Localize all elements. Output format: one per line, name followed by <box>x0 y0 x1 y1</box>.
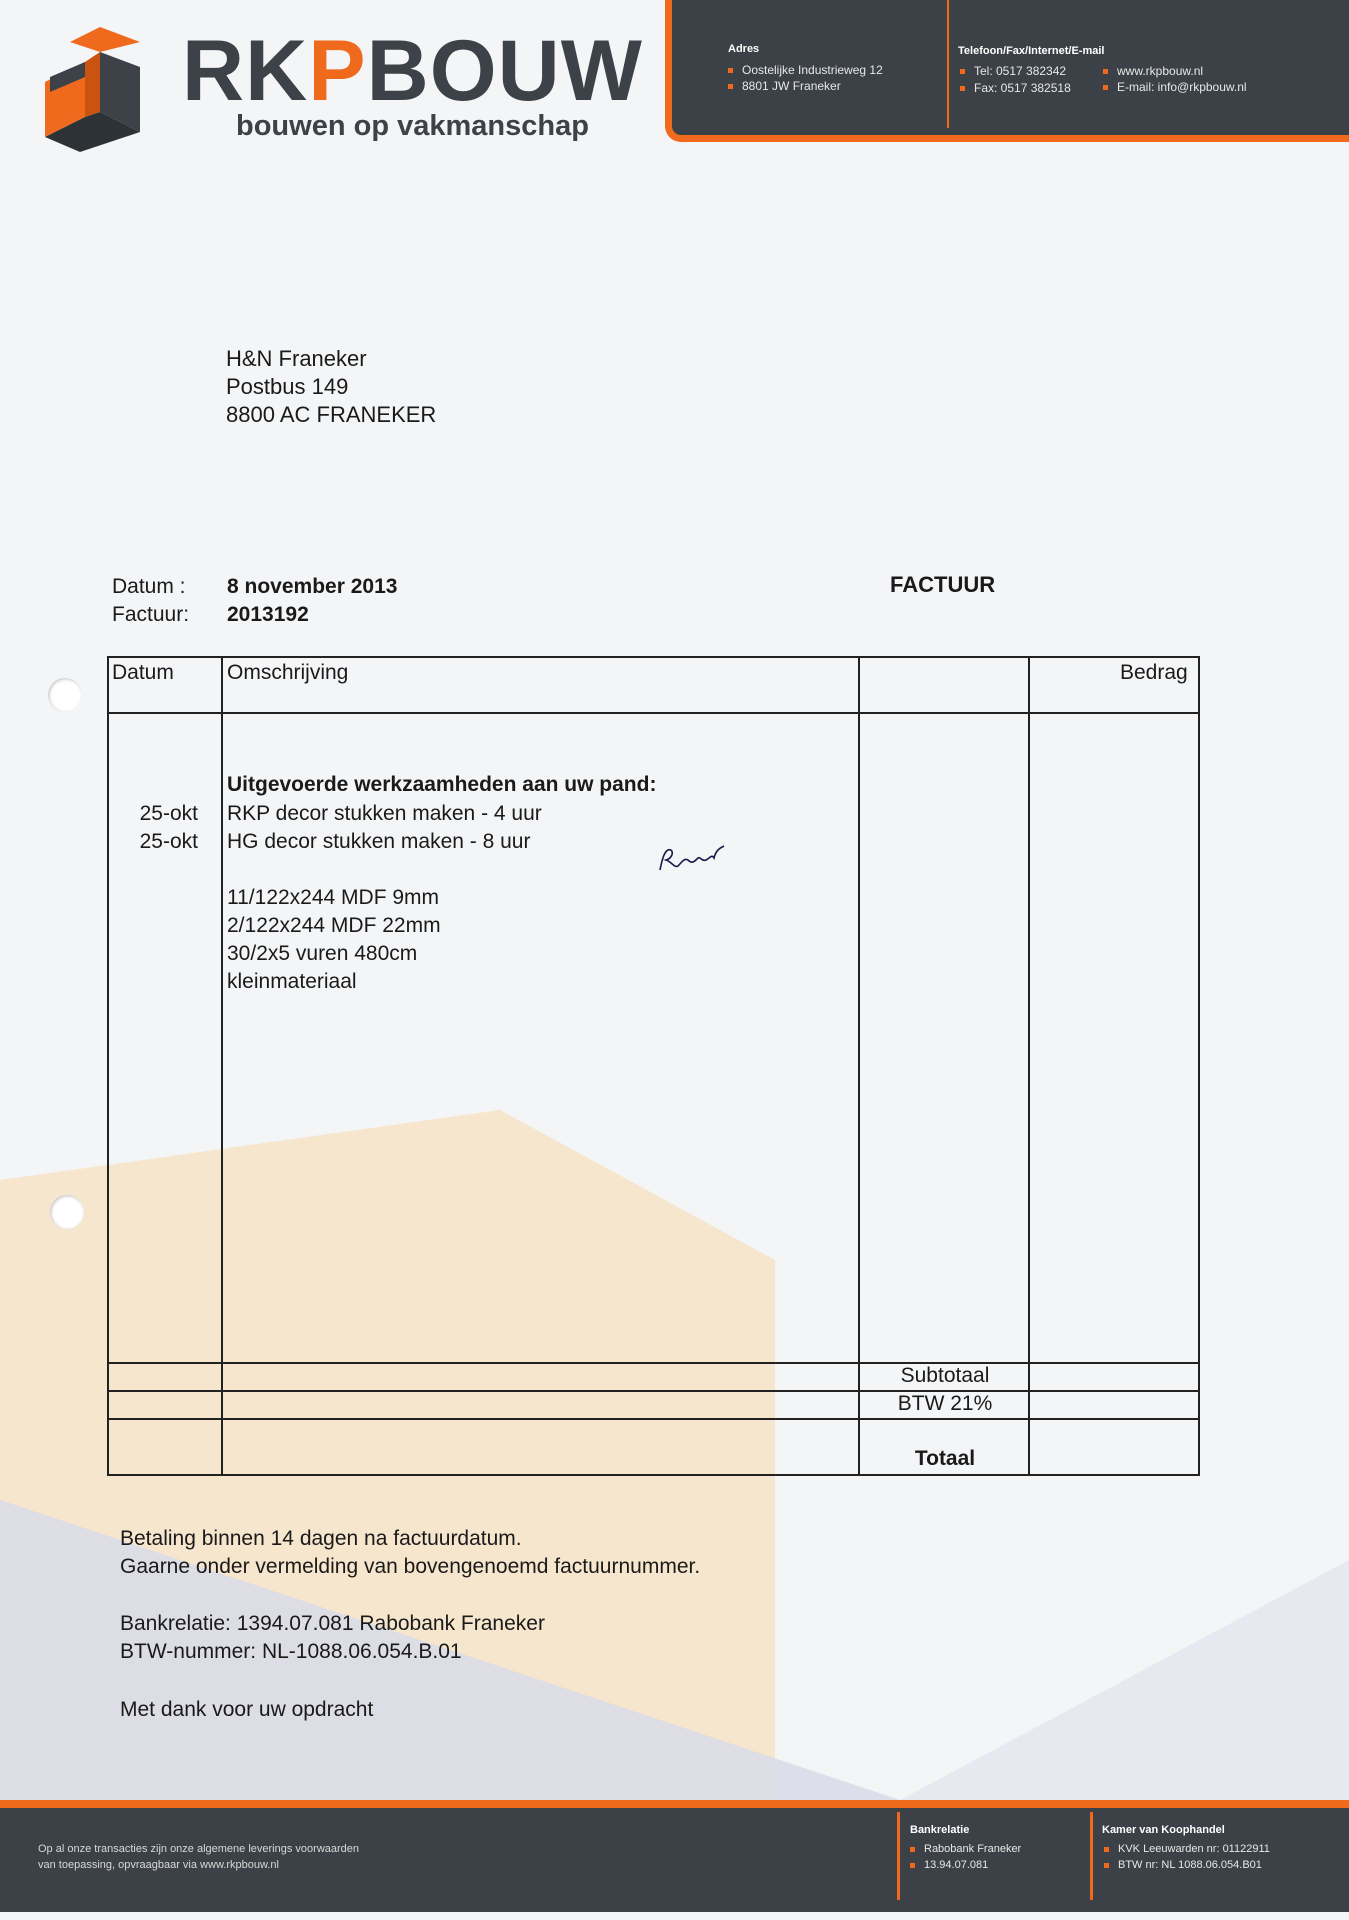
payment-terms <box>120 1525 700 1581</box>
subtotaal-label: Subtotaal <box>900 1364 990 1387</box>
material-line: 30/2x5 vuren 480cm <box>227 942 418 965</box>
bullet-icon <box>1103 85 1108 90</box>
tel-line: Tel: 0517 382342 <box>960 64 1066 78</box>
row-divider <box>107 712 1200 714</box>
col-divider <box>221 656 223 1476</box>
contact-title: Telefoon/Fax/Internet/E-mail <box>958 45 1105 57</box>
footer-bank-line-2: 13.94.07.081 <box>910 1859 988 1871</box>
bullet-icon <box>1104 1847 1109 1852</box>
email-line: E-mail: info@rkpbouw.nl <box>1103 80 1247 94</box>
rkp-logo-icon <box>40 22 158 154</box>
row-date: 25-okt <box>139 830 198 853</box>
logo-rk: RK <box>182 23 309 119</box>
address-line-1: Oostelijke Industrieweg 12 <box>728 63 883 77</box>
company-logo-text <box>182 23 643 119</box>
logo-bouw: BOUW <box>366 23 643 119</box>
material-line: 2/122x244 MDF 22mm <box>227 914 441 937</box>
row-divider <box>107 1418 1200 1420</box>
col-header-datum: Datum <box>112 661 174 684</box>
bullet-icon <box>728 84 733 89</box>
factuur-label: Factuur: <box>112 603 190 626</box>
row-divider <box>107 1390 1200 1392</box>
recipient-postbus: Postbus 149 <box>226 374 349 399</box>
website-line: www.rkpbouw.nl <box>1103 64 1203 78</box>
col-divider <box>858 656 860 1476</box>
footer-bank-line-1: Rabobank Franeker <box>910 1843 1021 1855</box>
datum-value: 8 november 2013 <box>227 575 398 598</box>
punch-hole-bottom <box>50 1195 84 1229</box>
totaal-label: Totaal <box>914 1447 976 1470</box>
row-divider <box>107 1362 1200 1364</box>
thanks-line: Met dank voor uw opdracht <box>120 1698 374 1721</box>
footer-bank-title: Bankrelatie <box>910 1824 970 1836</box>
bullet-icon <box>728 68 733 73</box>
row-description: RKP decor stukken maken - 4 uur <box>227 802 542 825</box>
datum-label: Datum : <box>112 575 186 598</box>
footer-kvk-line-2: BTW nr: NL 1088.06.054.B01 <box>1104 1859 1262 1871</box>
recipient-address <box>226 345 436 429</box>
bullet-icon <box>960 86 965 91</box>
document-type: FACTUUR <box>890 572 996 597</box>
punch-hole-top <box>48 678 82 712</box>
bullet-icon <box>1103 69 1108 74</box>
btw-label: BTW 21% <box>897 1392 993 1415</box>
col-divider <box>1028 656 1030 1476</box>
footer-kvk-title: Kamer van Koophandel <box>1102 1824 1225 1836</box>
row-description: HG decor stukken maken - 8 uur <box>227 830 531 853</box>
header-divider <box>947 0 949 128</box>
address-title: Adres <box>728 43 760 55</box>
work-heading: Uitgevoerde werkzaamheden aan uw pand: <box>227 773 657 796</box>
recipient-name: H&N Franeker <box>226 346 367 371</box>
bank-relation: Bankrelatie: 1394.07.081 Rabobank Franeker <box>120 1612 545 1635</box>
recipient-city: 8800 AC FRANEKER <box>226 402 437 427</box>
material-line: 11/122x244 MDF 9mm <box>227 886 440 909</box>
col-header-omschrijving: Omschrijving <box>227 661 349 684</box>
payment-line-1: Betaling binnen 14 dagen na factuurdatum. <box>120 1527 522 1550</box>
fax-line: Fax: 0517 382518 <box>960 81 1071 95</box>
bank-info <box>120 1610 545 1666</box>
bullet-icon <box>910 1847 915 1852</box>
footer-kvk-line-1: KVK Leeuwarden nr: 01122911 <box>1104 1843 1270 1855</box>
payment-line-2: Gaarne onder vermelding van bovengenoemd factuurnummer. <box>120 1555 701 1578</box>
bullet-icon <box>1104 1863 1109 1868</box>
row-date: 25-okt <box>139 802 198 825</box>
terms-note: Op al onze transacties zijn onze algemene leverings voorwaarden van toepassing, opvraagbaar via www.rkpbouw.nl <box>38 1843 360 1871</box>
factuur-value: 2013192 <box>227 603 309 626</box>
footer-divider <box>1090 1812 1093 1900</box>
company-tagline: bouwen op vakmanschap <box>236 110 589 142</box>
bullet-icon <box>910 1863 915 1868</box>
vat-number: BTW-nummer: NL-1088.06.054.B.01 <box>120 1640 462 1663</box>
col-header-bedrag: Bedrag <box>1120 661 1188 684</box>
bullet-icon <box>960 69 965 74</box>
handwritten-signature <box>652 840 732 880</box>
logo-p: P <box>308 23 367 119</box>
address-line-2: 8801 JW Franeker <box>728 79 841 93</box>
footer-divider <box>897 1812 900 1900</box>
material-line: kleinmateriaal <box>227 970 357 993</box>
